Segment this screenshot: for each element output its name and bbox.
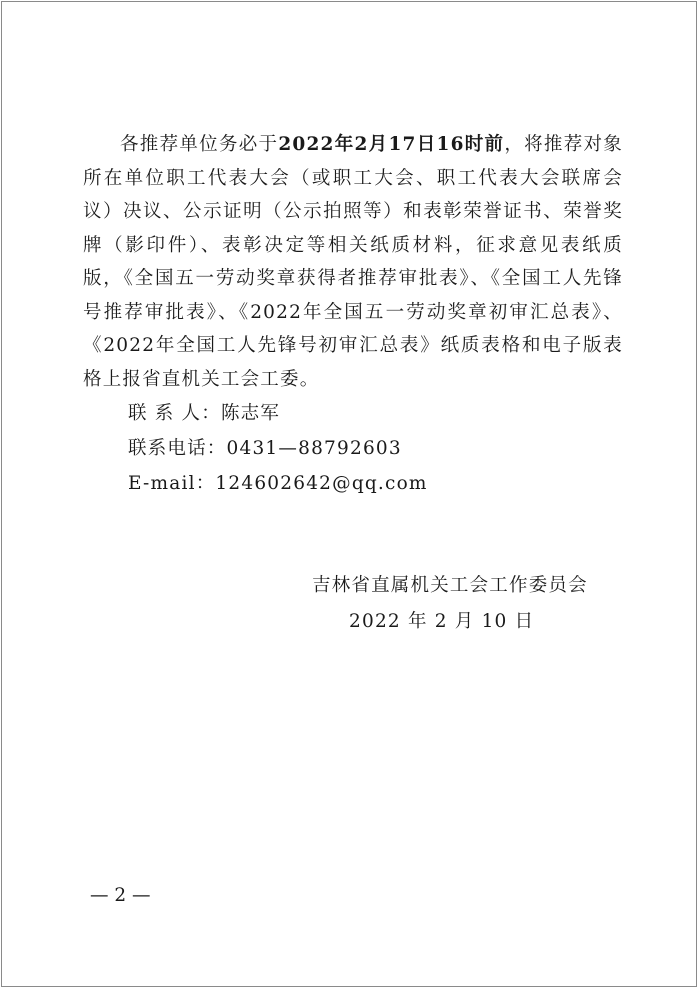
signature-date: 2022 年 2 月 10 日 [349,611,535,632]
contact-email-line [83,466,623,501]
contact-email-value: 124602642@qq.com [215,473,428,494]
signature-block [300,568,588,640]
paragraph-body: ，将推荐对象所在单位职工代表大会（或职工大会、职工代表大会联席会议）决议、公示证明（公示拍照等）和表彰荣誉证书、荣誉奖牌（影印件）、表彰决定等相关纸质材料，征求意见表纸质版，《全国五一劳动奖章获得者推荐审批表》、《全国工人先锋号推荐审批表》、《2022年全国五一劳动奖章初审汇总表》、《2022年全国工人先锋号初审汇总表》纸质表格和电子版表格上报省直机关工会工委。 [83,134,623,390]
contact-person-name: 陈志军 [220,403,281,424]
signature-organization: 吉林省直属机关工会工作委员会 [312,575,588,596]
notice-paragraph [83,128,623,396]
contact-phone-value: 0431—88792603 [226,438,402,459]
contact-person-line [83,396,623,431]
page-number: — 2 — [90,885,151,906]
contact-email-label: E-mail： [128,473,216,494]
contact-phone-line [83,431,623,466]
contact-phone-label: 联系电话： [128,438,227,459]
paragraph-intro: 各推荐单位务必于 [120,134,279,155]
contact-person-label: 联 系 人： [128,403,221,424]
document-body [83,128,623,501]
deadline-text: 2022年2月17日16时前 [278,134,505,155]
